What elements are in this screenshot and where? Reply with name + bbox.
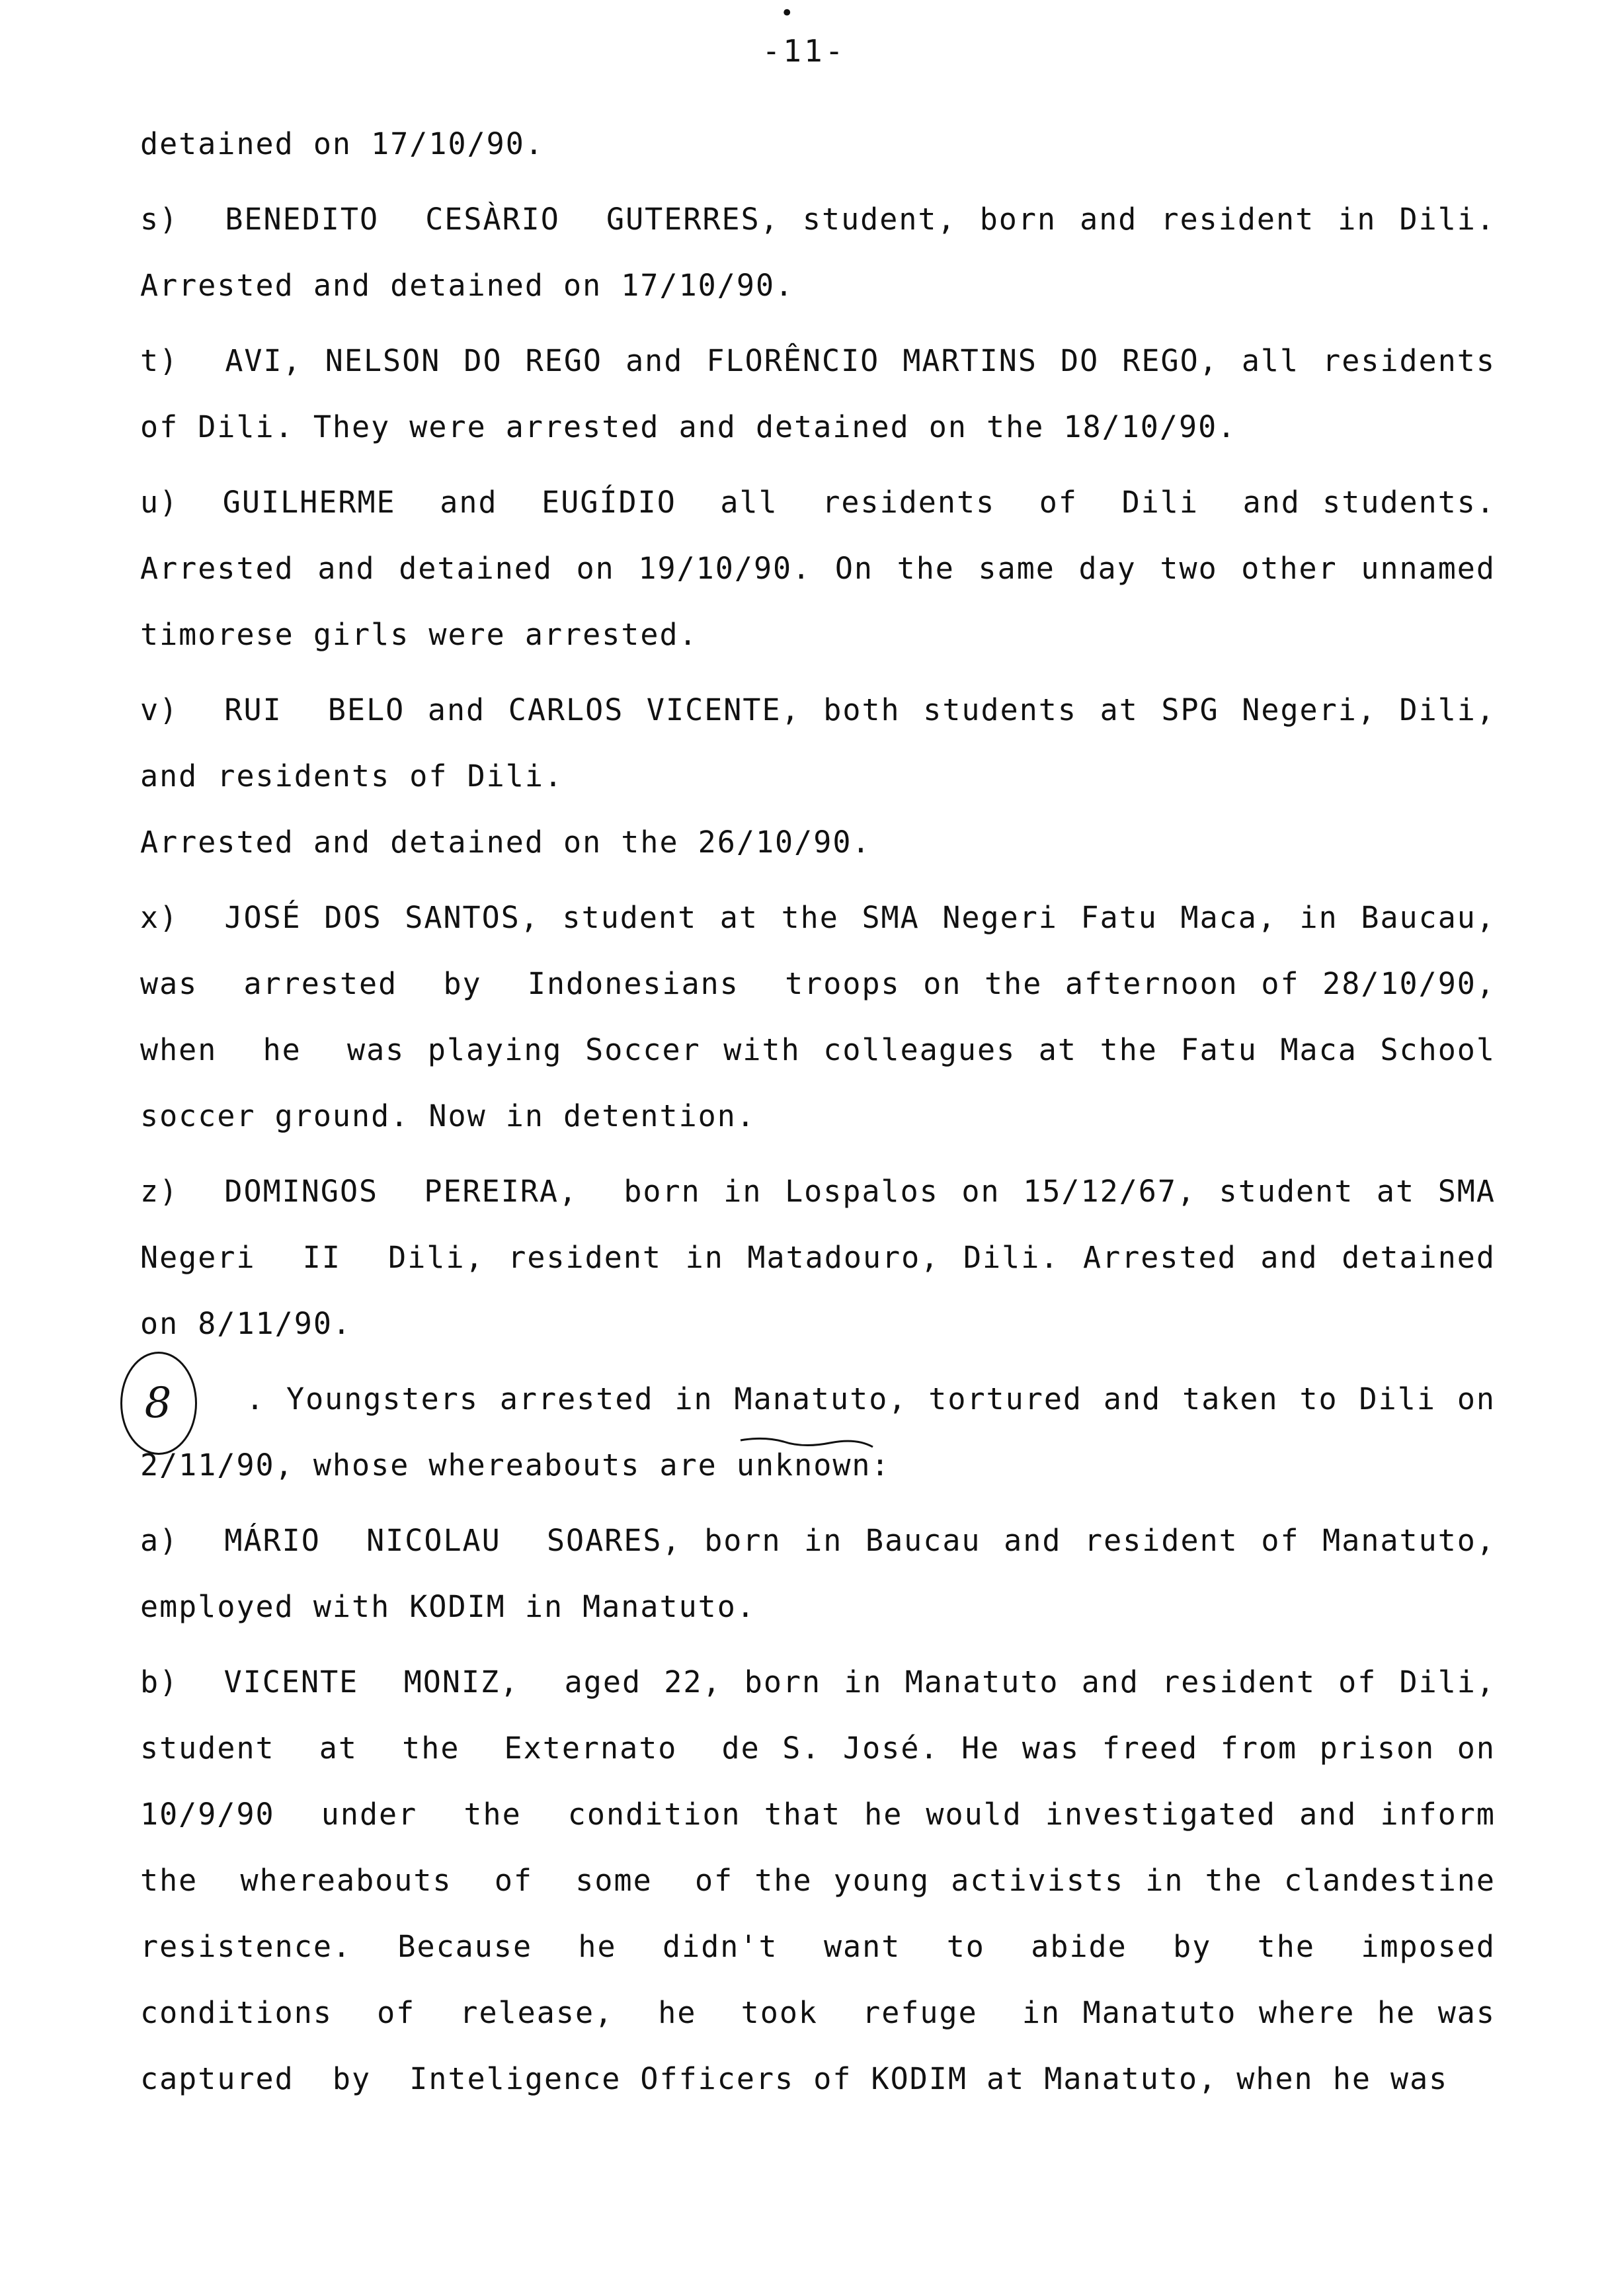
handwritten-underline (737, 1435, 876, 1451)
section-item-a: a) MÁRIO NICOLAU SOARES, born in Baucau and resident of Manatuto, employed with KODIM in Manatuto. (140, 1523, 1515, 1624)
paragraph-s: s) BENEDITO CESÀRIO GUTERRES, student, born and resident in Dili. Arrested and detained on 17/10/90. (140, 202, 1515, 303)
section-8 (140, 1366, 1515, 1498)
circled-section-number: 8 (120, 1352, 197, 1455)
paragraph-u: u) GUILHERME and EUGÍDIO all residents of Dili and students. Arrested and detained on 19/10/90. On the same day two other unnamed timorese girls were arrested. (140, 485, 1515, 652)
paragraph-detained: detained on 17/10/90. (140, 126, 544, 161)
paragraph-v: v) RUI BELO and CARLOS VICENTE, both students at SPG Negeri, Dili, and residents of Dili. (140, 692, 1515, 794)
document-body (140, 111, 1515, 2112)
paragraph-t: t) AVI, NELSON DO REGO and FLORÊNCIO MARTINS DO REGO, all residents of Dili. They were arrested and detained on the 18/10/90. (140, 343, 1515, 444)
top-mark: • (780, 0, 794, 26)
section-item-b: b) VICENTE MONIZ, aged 22, born in Manatuto and resident of Dili, student at the Externato de S. José. He was freed from prison on 10/9/90 under the condition that he would investigated and inform the whereabouts of some of the young activists in the clandestine resistence. Because he didn't want to abide by the imposed conditions of release, he took refuge in Manatuto where he was captured by Inteligence Officers of KODIM at Manatuto, when he was (140, 1664, 1515, 2096)
paragraph-v-arrest: Arrested and detained on the 26/10/90. (140, 825, 871, 860)
paragraph-x: x) JOSÉ DOS SANTOS, student at the SMA Negeri Fatu Maca, in Baucau, was arrested by Indonesians troops on the afternoon of 28/10/90, when he was playing Soccer with colleagues at the Fatu Maca School soccer ground. Now in detention. (140, 900, 1515, 1133)
paragraph-z: z) DOMINGOS PEREIRA, born in Lospalos on 15/12/67, student at SMA Negeri II Dili, resident in Matadouro, Dili. Arrested and detained on 8/11/90. (140, 1174, 1515, 1341)
section-heading: . Youngsters arrested in Manatuto, tortured and taken to Dili on 2/11/90, whose whereabouts are unknown: (140, 1381, 1515, 1483)
page-number: -11- (762, 33, 846, 69)
